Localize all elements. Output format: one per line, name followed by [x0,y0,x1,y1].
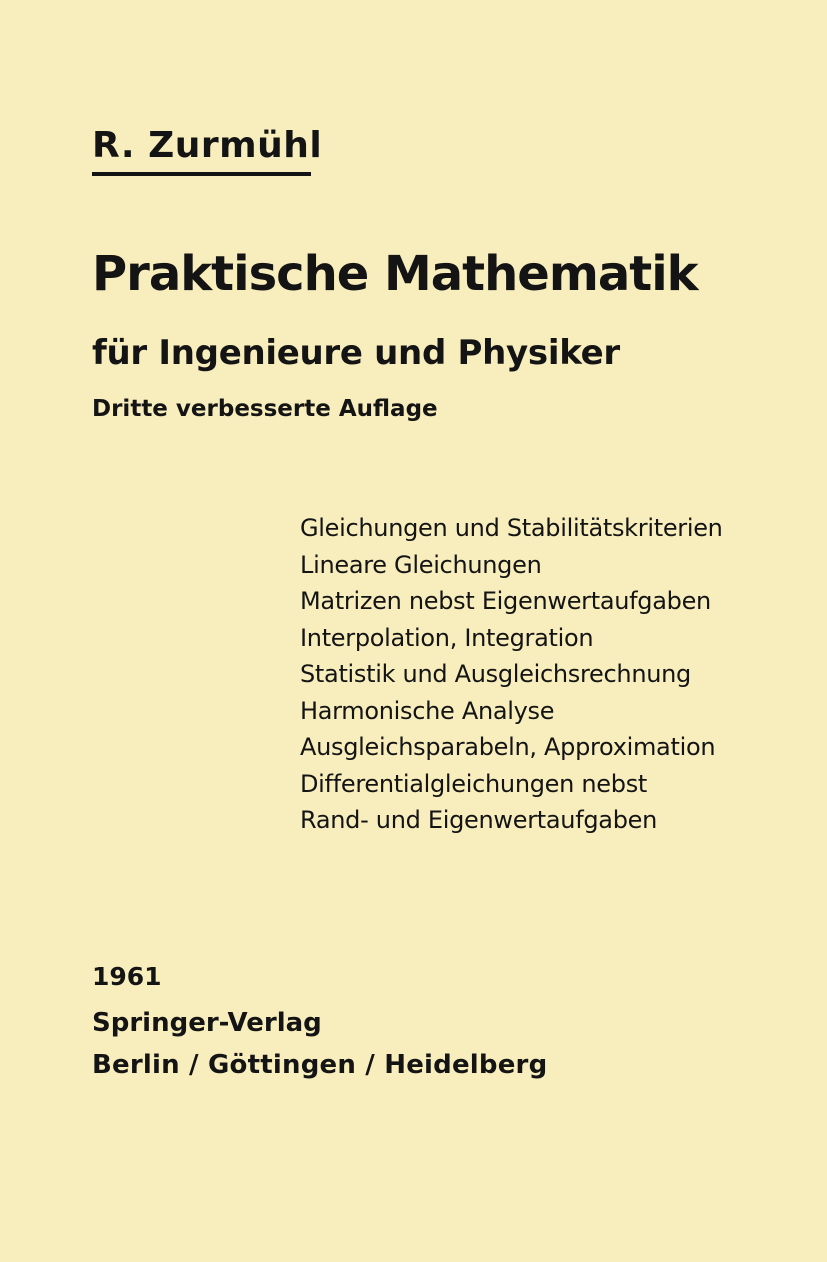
topic-item: Ausgleichsparabeln, Approximation [300,733,716,761]
publisher-name: Springer-Verlag [92,1008,322,1038]
author-underline [92,172,311,176]
topic-item: Statistik und Ausgleichsrechnung [300,660,691,688]
publication-year: 1961 [92,962,162,991]
topic-list [300,510,723,839]
topic-item: Differentialgleichungen nebst [300,769,648,798]
topic-item: Matrizen nebst Eigenwertaufgaben [300,587,711,615]
edition-note: Dritte verbesserte Auflage [92,396,438,422]
publisher-places: Berlin / Göttingen / Heidelberg [92,1050,548,1080]
topic-item: Gleichungen und Stabilitätskriterien [300,514,723,542]
topic-item: Rand- und Eigenwertaufgaben [300,806,658,834]
topic-item: Interpolation, Integration [300,623,594,652]
topic-item: Harmonische Analyse [300,696,555,725]
author-name: R. Zurmühl [92,125,323,166]
book-subtitle: für Ingenieure und Physiker [92,333,620,373]
book-title: Praktische Mathematik [92,246,698,302]
topic-item: Lineare Gleichungen [300,550,542,579]
